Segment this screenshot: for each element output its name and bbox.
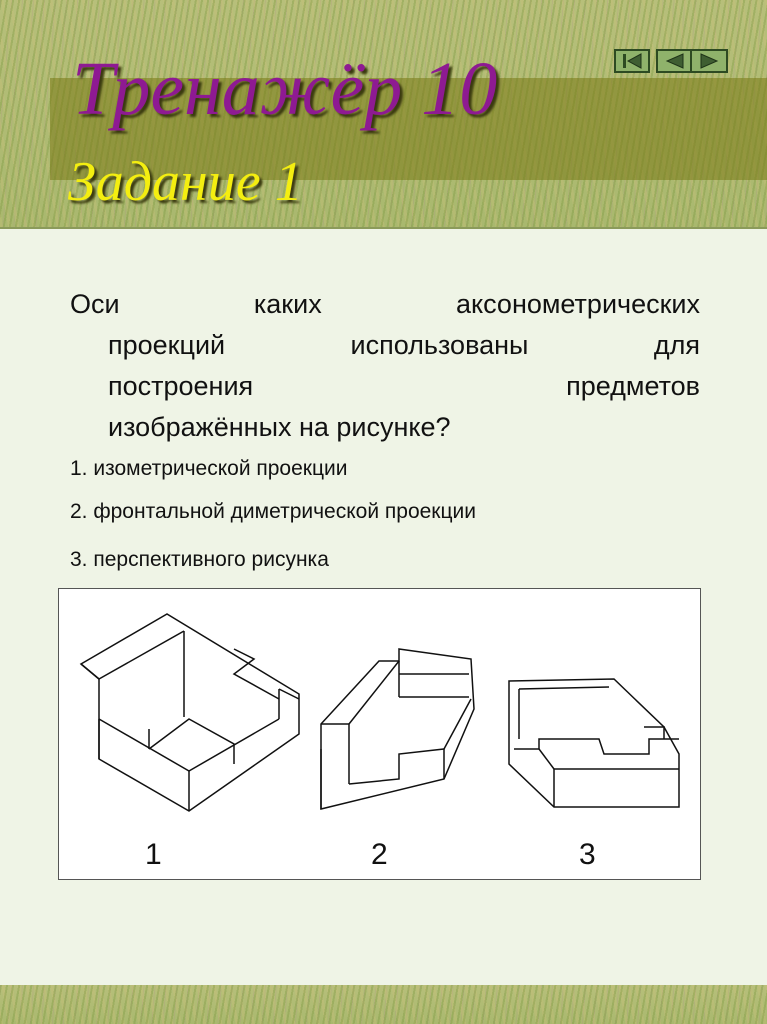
slide-subtitle: Задание 1 xyxy=(68,151,303,213)
figures-panel xyxy=(58,588,701,880)
question-line: проекций использованы для xyxy=(108,330,700,360)
first-slide-icon xyxy=(619,52,645,70)
answer-option-3[interactable]: 3. перспективного рисунка xyxy=(70,548,329,571)
question-text xyxy=(70,284,700,448)
question-line: Оси каких аксонометрических xyxy=(70,289,700,319)
object-3-drawing xyxy=(509,679,679,807)
object-1-drawing xyxy=(81,614,299,811)
previous-slide-icon xyxy=(661,52,687,70)
answer-option-1[interactable]: 1. изометрической проекции xyxy=(70,457,348,480)
next-slide-button[interactable] xyxy=(690,49,728,73)
figure-label-2: 2 xyxy=(371,838,388,871)
slide-title: Тренажёр 10 xyxy=(72,47,498,131)
first-slide-button[interactable] xyxy=(614,49,650,73)
previous-slide-button[interactable] xyxy=(656,49,692,73)
object-2-drawing xyxy=(321,649,474,809)
figure-label-3: 3 xyxy=(579,838,596,871)
header-background xyxy=(0,0,767,229)
answer-option-2[interactable]: 2. фронтальной диметрической проекции xyxy=(70,500,476,523)
next-slide-icon xyxy=(696,52,722,70)
question-line: изображённых на рисунке? xyxy=(108,412,451,442)
question-line: построения предметов xyxy=(108,371,700,401)
footer-background xyxy=(0,985,767,1024)
figure-label-1: 1 xyxy=(145,838,162,871)
